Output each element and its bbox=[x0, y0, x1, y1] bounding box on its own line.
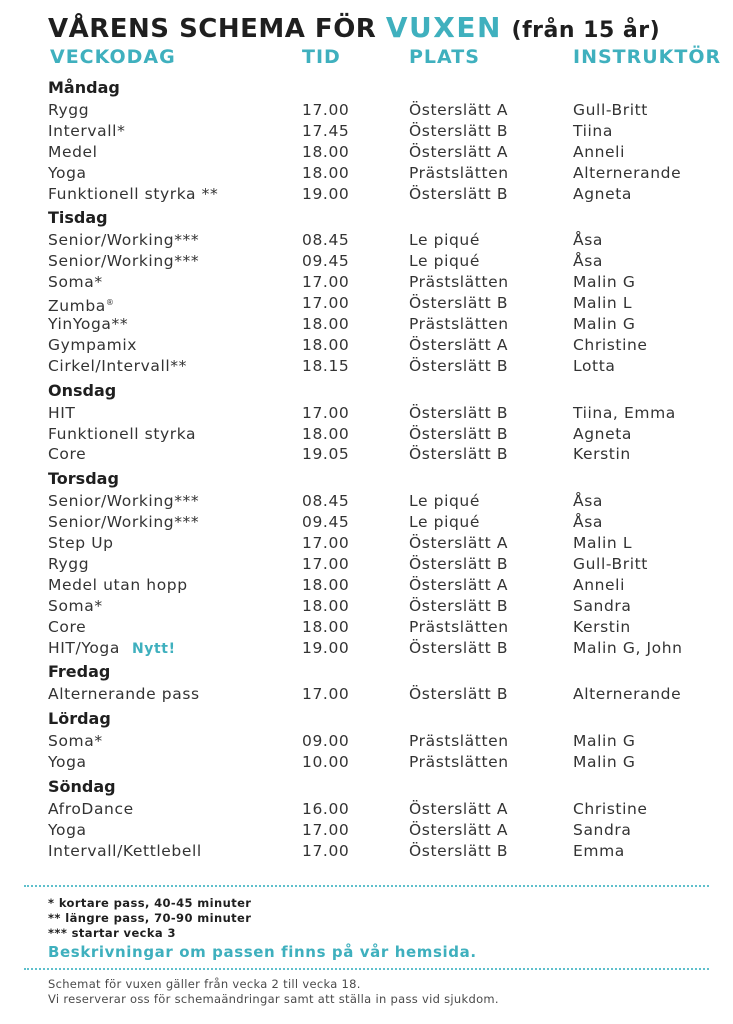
activity-cell bbox=[48, 230, 199, 251]
time-cell: 18.00 bbox=[302, 424, 350, 443]
activity-name: Yoga bbox=[48, 753, 87, 772]
time-cell: 17.00 bbox=[302, 101, 350, 119]
time-cell: 08.45 bbox=[302, 231, 350, 250]
schedule-row bbox=[0, 554, 733, 575]
schedule-row bbox=[0, 617, 733, 638]
time-cell: 18.00 bbox=[302, 142, 350, 161]
column-header-day: VECKODAG bbox=[50, 46, 176, 68]
activity-name: Yoga bbox=[48, 163, 87, 182]
activity-cell bbox=[48, 403, 76, 424]
schedule-row bbox=[0, 638, 733, 659]
activity-name: Alternerande pass bbox=[48, 685, 200, 704]
time-cell: 18.15 bbox=[302, 356, 350, 375]
activity-cell bbox=[48, 184, 218, 205]
instructor-cell: Gull-Britt bbox=[573, 101, 648, 119]
place-cell: Österslätt B bbox=[409, 685, 509, 704]
schedule-table bbox=[0, 74, 733, 862]
activity-name: Intervall* bbox=[48, 121, 126, 140]
instructor-cell: Malin L bbox=[573, 534, 633, 553]
instructor-cell: Anneli bbox=[573, 575, 625, 594]
place-cell: Österslätt A bbox=[409, 800, 509, 819]
place-cell: Prästslätten bbox=[409, 617, 509, 636]
place-cell: Österslätt B bbox=[409, 184, 509, 203]
day-heading: Måndag bbox=[48, 78, 120, 97]
activity-name: Medel bbox=[48, 142, 98, 161]
time-cell: 17.00 bbox=[302, 403, 350, 422]
activity-name: HIT bbox=[48, 403, 76, 422]
activity-cell bbox=[48, 424, 196, 445]
instructor-cell: Malin L bbox=[573, 294, 633, 313]
activity-name: Soma* bbox=[48, 732, 103, 751]
new-badge: Nytt! bbox=[131, 640, 176, 657]
activity-name: Funktionell styrka ** bbox=[48, 184, 219, 203]
schedule-row bbox=[0, 596, 733, 617]
activity-cell bbox=[48, 731, 103, 752]
activity-cell bbox=[48, 314, 128, 335]
activity-name: Core bbox=[48, 445, 87, 464]
instructor-cell: Gull-Britt bbox=[573, 555, 648, 574]
place-cell: Prästslätten bbox=[409, 273, 509, 292]
instructor-cell: Agneta bbox=[573, 184, 632, 203]
time-cell: 17.45 bbox=[302, 121, 350, 140]
time-cell: 19.00 bbox=[302, 184, 350, 203]
activity-cell bbox=[48, 100, 89, 121]
footer bbox=[48, 977, 499, 1007]
footnotes bbox=[48, 896, 251, 941]
instructor-cell: Tiina, Emma bbox=[573, 403, 676, 422]
activity-cell bbox=[48, 512, 199, 533]
instructor-cell: Lotta bbox=[573, 356, 616, 375]
place-cell: Österslätt B bbox=[409, 356, 509, 375]
activity-cell bbox=[48, 752, 87, 773]
instructor-cell: Kerstin bbox=[573, 617, 631, 636]
footer-line: Schemat för vuxen gäller från vecka 2 till vecka 18. bbox=[48, 977, 361, 991]
time-cell: 17.00 bbox=[302, 534, 350, 553]
footer-line: Vi reserverar oss för schemaändringar samt att ställa in pass vid sjukdom. bbox=[48, 992, 499, 1006]
schedule-row bbox=[0, 163, 733, 184]
place-cell: Österslätt B bbox=[409, 445, 509, 464]
schedule-row bbox=[0, 230, 733, 251]
column-header-instructor: INSTRUKTÖR bbox=[573, 46, 722, 68]
instructor-cell: Sandra bbox=[573, 596, 632, 615]
activity-name: Cirkel/Intervall** bbox=[48, 356, 187, 375]
day-heading: Torsdag bbox=[48, 469, 119, 489]
activity-name: Soma* bbox=[48, 273, 103, 292]
activity-name: Medel utan hopp bbox=[48, 575, 188, 594]
place-cell: Österslätt B bbox=[409, 596, 509, 615]
day-heading: Lördag bbox=[48, 709, 111, 729]
time-cell: 18.00 bbox=[302, 335, 350, 354]
place-cell: Le piqué bbox=[409, 231, 480, 250]
instructor-cell: Alternerande bbox=[573, 163, 682, 182]
activity-name: Funktionell styrka bbox=[48, 424, 197, 443]
activity-name: HIT/Yoga bbox=[48, 638, 120, 657]
schedule-row bbox=[0, 841, 733, 862]
activity-cell bbox=[48, 820, 87, 841]
activity-name: Senior/Working*** bbox=[48, 231, 200, 250]
time-cell: 18.00 bbox=[302, 617, 350, 636]
schedule-row bbox=[0, 100, 733, 121]
schedule-row bbox=[0, 533, 733, 554]
time-cell: 17.00 bbox=[302, 841, 350, 860]
schedule-row bbox=[0, 251, 733, 272]
instructor-cell: Åsa bbox=[573, 492, 603, 511]
website-note: Beskrivningar om passen finns på vår hemsida. bbox=[48, 943, 477, 961]
activity-cell bbox=[48, 491, 199, 512]
title-prefix: VÅRENS SCHEMA FÖR bbox=[48, 14, 377, 44]
place-cell: Österslätt A bbox=[409, 821, 509, 840]
activity-name: Yoga bbox=[48, 821, 87, 840]
activity-name: Senior/Working*** bbox=[48, 513, 200, 532]
schedule-row bbox=[0, 142, 733, 163]
schedule-row bbox=[0, 752, 733, 773]
activity-cell bbox=[48, 684, 200, 705]
activity-cell bbox=[48, 638, 176, 660]
time-cell: 19.00 bbox=[302, 638, 350, 657]
schedule-row bbox=[0, 512, 733, 533]
activity-name: AfroDance bbox=[48, 800, 134, 819]
activity-cell bbox=[48, 841, 202, 862]
activity-name: Senior/Working*** bbox=[48, 492, 200, 511]
activity-cell bbox=[48, 356, 187, 377]
activity-cell bbox=[48, 251, 199, 272]
activity-name: Step Up bbox=[48, 534, 114, 553]
place-cell: Österslätt B bbox=[409, 841, 509, 860]
place-cell: Prästslätten bbox=[409, 315, 509, 334]
place-cell: Österslätt B bbox=[409, 403, 509, 422]
place-cell: Österslätt B bbox=[409, 294, 509, 313]
instructor-cell: Malin G bbox=[573, 315, 636, 334]
day-heading: Fredag bbox=[48, 662, 111, 682]
activity-name: Rygg bbox=[48, 101, 90, 119]
title-accent: VUXEN bbox=[385, 11, 502, 44]
activity-cell bbox=[48, 617, 86, 638]
place-cell: Prästslätten bbox=[409, 163, 509, 182]
divider-top bbox=[24, 885, 709, 887]
place-cell: Le piqué bbox=[409, 492, 480, 511]
schedule-row bbox=[0, 356, 733, 377]
time-cell: 18.00 bbox=[302, 163, 350, 182]
place-cell: Österslätt B bbox=[409, 424, 509, 443]
instructor-cell: Malin G bbox=[573, 732, 636, 751]
schedule-row bbox=[0, 121, 733, 142]
activity-name: Gympamix bbox=[48, 335, 137, 354]
footnote: * kortare pass, 40-45 minuter bbox=[48, 896, 252, 910]
time-cell: 17.00 bbox=[302, 821, 350, 840]
place-cell: Le piqué bbox=[409, 513, 480, 532]
column-header-place: PLATS bbox=[409, 46, 480, 68]
instructor-cell: Agneta bbox=[573, 424, 632, 443]
registered-mark: ® bbox=[105, 298, 115, 308]
time-cell: 16.00 bbox=[302, 800, 350, 819]
schedule-row bbox=[0, 293, 733, 314]
activity-cell bbox=[48, 272, 103, 293]
page-title bbox=[48, 11, 660, 44]
schedule-row bbox=[0, 184, 733, 205]
instructor-cell: Sandra bbox=[573, 821, 632, 840]
place-cell: Le piqué bbox=[409, 252, 480, 271]
schedule-row bbox=[0, 403, 733, 424]
schedule-row bbox=[0, 424, 733, 445]
activity-name: Zumba bbox=[48, 297, 106, 316]
instructor-cell: Malin G bbox=[573, 753, 636, 772]
activity-name: Soma* bbox=[48, 596, 103, 615]
activity-name: Senior/Working*** bbox=[48, 252, 200, 271]
time-cell: 08.45 bbox=[302, 492, 350, 511]
instructor-cell: Malin G, John bbox=[573, 638, 683, 657]
place-cell: Österslätt B bbox=[409, 121, 509, 140]
place-cell: Österslätt A bbox=[409, 335, 509, 354]
time-cell: 17.00 bbox=[302, 294, 350, 313]
activity-cell bbox=[48, 533, 114, 554]
activity-name: Core bbox=[48, 617, 87, 636]
activity-name: YinYoga** bbox=[48, 315, 129, 334]
footnote: ** längre pass, 70-90 minuter bbox=[48, 911, 252, 925]
instructor-cell: Tiina bbox=[573, 121, 613, 140]
time-cell: 17.00 bbox=[302, 273, 350, 292]
instructor-cell: Kerstin bbox=[573, 445, 631, 464]
activity-cell bbox=[48, 799, 134, 820]
instructor-cell: Christine bbox=[573, 335, 648, 354]
instructor-cell: Åsa bbox=[573, 252, 603, 271]
time-cell: 09.45 bbox=[302, 513, 350, 532]
activity-cell bbox=[48, 596, 103, 617]
day-heading: Söndag bbox=[48, 777, 116, 797]
instructor-cell: Åsa bbox=[573, 513, 603, 532]
time-cell: 18.00 bbox=[302, 315, 350, 334]
place-cell: Österslätt A bbox=[409, 101, 509, 119]
footnote: *** startar vecka 3 bbox=[48, 926, 176, 940]
place-cell: Österslätt B bbox=[409, 555, 509, 574]
day-heading: Tisdag bbox=[48, 208, 108, 228]
schedule-row bbox=[0, 335, 733, 356]
time-cell: 17.00 bbox=[302, 685, 350, 704]
instructor-cell: Anneli bbox=[573, 142, 625, 161]
activity-cell bbox=[48, 575, 188, 596]
time-cell: 18.00 bbox=[302, 596, 350, 615]
activity-cell bbox=[48, 142, 98, 163]
place-cell: Österslätt B bbox=[409, 638, 509, 657]
day-heading: Onsdag bbox=[48, 380, 117, 400]
activity-cell bbox=[48, 335, 137, 356]
time-cell: 19.05 bbox=[302, 445, 350, 464]
activity-cell bbox=[48, 121, 125, 142]
schedule-row bbox=[0, 272, 733, 293]
time-cell: 09.00 bbox=[302, 732, 350, 751]
schedule-row bbox=[0, 799, 733, 820]
time-cell: 09.45 bbox=[302, 252, 350, 271]
place-cell: Österslätt A bbox=[409, 534, 509, 553]
divider-bottom bbox=[24, 968, 709, 970]
column-header-time: TID bbox=[302, 46, 341, 68]
instructor-cell: Emma bbox=[573, 841, 625, 860]
time-cell: 10.00 bbox=[302, 753, 350, 772]
instructor-cell: Alternerande bbox=[573, 685, 682, 704]
title-suffix: (från 15 år) bbox=[511, 18, 661, 43]
schedule-row bbox=[0, 314, 733, 335]
activity-name: Rygg bbox=[48, 555, 90, 574]
activity-cell bbox=[48, 554, 89, 575]
schedule-row bbox=[0, 684, 733, 705]
place-cell: Prästslätten bbox=[409, 753, 509, 772]
schedule-row bbox=[0, 444, 733, 465]
schedule-row bbox=[0, 731, 733, 752]
place-cell: Österslätt A bbox=[409, 142, 509, 161]
activity-name: Intervall/Kettlebell bbox=[48, 841, 202, 860]
schedule-row bbox=[0, 491, 733, 512]
instructor-cell: Malin G bbox=[573, 273, 636, 292]
activity-cell bbox=[48, 163, 87, 184]
schedule-row bbox=[0, 575, 733, 596]
activity-cell bbox=[48, 444, 86, 465]
time-cell: 17.00 bbox=[302, 555, 350, 574]
instructor-cell: Christine bbox=[573, 800, 648, 819]
time-cell: 18.00 bbox=[302, 575, 350, 594]
place-cell: Prästslätten bbox=[409, 732, 509, 751]
instructor-cell: Åsa bbox=[573, 231, 603, 250]
place-cell: Österslätt A bbox=[409, 575, 509, 594]
schedule-row bbox=[0, 820, 733, 841]
